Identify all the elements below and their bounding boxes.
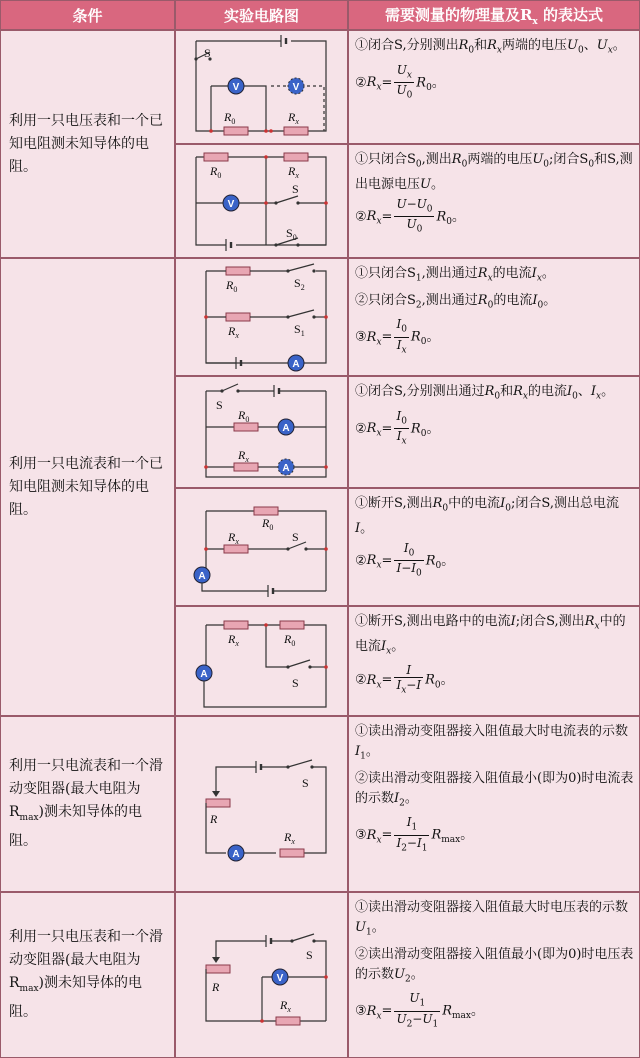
- switch-contact: [312, 269, 315, 272]
- formula-line: ①读出滑动变阻器接入阻值最大时电流表的示数$I_1$。: [355, 724, 629, 762]
- circuit-label: $R_x$: [284, 830, 295, 846]
- junction: [260, 1019, 264, 1023]
- circuit-label: $R_x$: [228, 324, 239, 340]
- circuit-label: $R_0$: [262, 516, 274, 532]
- circuit-label: R: [212, 980, 220, 994]
- resistor: [206, 965, 230, 973]
- circuit-label: $R_0$: [226, 278, 238, 294]
- resistor: [276, 1017, 300, 1025]
- circuit-label: S: [292, 530, 299, 544]
- wire: [202, 583, 268, 591]
- junction: [204, 547, 208, 551]
- formula-line: $②R_x=$ $\frac{I}{I_x-I}$ $R_0$。: [355, 663, 454, 696]
- ammeter-label: A: [282, 463, 290, 474]
- formula-6: [348, 606, 640, 716]
- resistor: [280, 849, 304, 857]
- circuit-label: R: [210, 812, 218, 826]
- voltmeter-label: V: [292, 82, 300, 93]
- formula-line: $②R_x=$ $\frac{I_0}{I_x}$ $R_0$。: [355, 408, 440, 447]
- circuit-label: $R_x$: [288, 164, 299, 180]
- condition-2: 利用一只电流表和一个已知电阻测未知导体的电阻。: [0, 258, 175, 716]
- circuit-label: S: [292, 676, 299, 690]
- junction: [264, 155, 268, 159]
- switch-blade: [276, 196, 298, 203]
- resistor: [224, 621, 248, 629]
- resistor: [224, 127, 248, 135]
- formula-line: $②R_x=$ $\frac{U_x}{U_0}$ $R_0$。: [355, 62, 445, 101]
- formula-5: [348, 488, 640, 606]
- formula-line: ①闭合S,分别测出$R_0$和$R_x$两端的电压$U_0$、$U_x$。: [355, 38, 626, 56]
- circuit-label: $S_0$: [286, 226, 297, 242]
- resistor: [280, 621, 304, 629]
- switch-blade: [288, 760, 312, 767]
- formula-8: [348, 892, 640, 1058]
- resistor: [226, 267, 250, 275]
- formula-line: $③R_x=$ $\frac{U_1}{U_2-U_1}$ $R_{max}$。: [355, 991, 485, 1029]
- formula-line: ①只闭合$S_1$,测出通过$R_x$的电流$I_x$。: [355, 266, 555, 284]
- wire: [216, 767, 256, 775]
- voltmeter-label: V: [227, 199, 235, 210]
- formula-line: ①断开S,测出电路中的电流I;闭合S,测出$R_x$中的电流$I_x$。: [355, 614, 626, 657]
- formula-line: ①闭合S,分别测出通过$R_0$和$R_x$的电流$I_0$、$I_x$。: [355, 384, 615, 402]
- junction: [324, 315, 328, 319]
- formula-2: [348, 144, 640, 258]
- junction: [324, 975, 328, 979]
- formula-line: ②只闭合$S_2$,测出通过$R_0$的电流$I_0$。: [355, 292, 557, 311]
- resistor: [254, 507, 278, 515]
- ammeter-label: A: [200, 669, 208, 680]
- wire: [314, 941, 326, 1021]
- resistor: [284, 153, 308, 161]
- condition-4: 利用一只电压表和一个滑动变阻器(最大电阻为$R_{max}$)测未知导体的电阻。: [0, 892, 175, 1058]
- circuit-1: [175, 30, 348, 144]
- junction: [324, 201, 328, 205]
- circuit-label: $S_1$: [294, 322, 305, 338]
- junction: [269, 129, 273, 133]
- resistor: [284, 127, 308, 135]
- voltmeter-label: V: [232, 82, 240, 93]
- junction: [204, 315, 208, 319]
- ammeter-label: A: [198, 571, 206, 582]
- circuit-label: $R_0$: [238, 408, 250, 424]
- circuit-label: S: [306, 948, 313, 962]
- resistor: [204, 153, 228, 161]
- formula-line: $②R_x=$ $\frac{I_0}{I-I_0}$ $R_0$。: [355, 540, 455, 579]
- wire: [292, 767, 326, 853]
- ammeter-label: A: [232, 849, 240, 860]
- junction: [209, 129, 213, 133]
- resistor: [234, 423, 258, 431]
- ammeter-label: A: [282, 423, 290, 434]
- circuit-label: $R_0$: [210, 164, 222, 180]
- wire: [206, 803, 226, 853]
- slider-arrow: [212, 791, 220, 797]
- circuit-5: [175, 488, 348, 606]
- circuit-label: S: [216, 398, 223, 412]
- junction: [324, 665, 328, 669]
- circuit-label: S: [204, 46, 211, 60]
- junction: [324, 547, 328, 551]
- resistor: [226, 313, 250, 321]
- resistor: [224, 545, 248, 553]
- switch-blade: [288, 660, 310, 667]
- formula-7: [348, 716, 640, 892]
- switch-blade: [288, 310, 314, 317]
- resistor: [234, 463, 258, 471]
- formula-line: $②R_x=$ $\frac{U-U_0}{U_0}$ $R_0$。: [355, 196, 466, 235]
- junction: [324, 465, 328, 469]
- junction: [264, 201, 268, 205]
- formula-line: $③R_x=$ $\frac{I_0}{I_x}$ $R_0$。: [355, 317, 440, 355]
- wire: [204, 673, 326, 707]
- circuit-label: S: [292, 182, 299, 196]
- formula-1: [348, 30, 640, 144]
- circuit-2: [175, 144, 348, 258]
- wire: [206, 391, 326, 477]
- circuit-6: [175, 606, 348, 716]
- formula-line: ②读出滑动变阻器接入阻值最小(即为0)时电流表的示数$I_2$。: [355, 770, 634, 809]
- junction: [204, 465, 208, 469]
- formula-line: ①断开S,测出$R_0$中的电流$I_0$;闭合S,测出总电流I。: [355, 496, 619, 536]
- circuit-3: [175, 258, 348, 376]
- slider-arrow: [212, 957, 220, 963]
- resistor: [206, 799, 230, 807]
- condition-1: 利用一只电压表和一个已知电阻测未知导体的电阻。: [0, 30, 175, 258]
- circuit-label: $S_2$: [294, 276, 305, 292]
- formula-3: [348, 258, 640, 376]
- circuit-label: S: [302, 776, 309, 790]
- circuit-8: [175, 892, 348, 1058]
- header-condition: 条件: [0, 0, 175, 30]
- junction: [264, 623, 268, 627]
- formula-line: $③R_x=$ $\frac{I_1}{I_2-I_1}$ $R_{max}$。: [355, 815, 474, 853]
- wire: [216, 941, 266, 953]
- switch-blade: [288, 264, 314, 271]
- circuit-label: $R_0$: [284, 632, 296, 648]
- circuit-label: $R_0$: [224, 110, 236, 126]
- switch-blade: [292, 934, 314, 941]
- circuit-label: $R_x$: [238, 448, 249, 464]
- header-formula: 需要测量的物理量及$R_x$ 的表达式: [348, 0, 640, 30]
- circuit-7: [175, 716, 348, 892]
- circuit-label: $R_x$: [288, 110, 299, 126]
- junction: [264, 129, 268, 133]
- circuit-label: $R_x$: [228, 632, 239, 648]
- circuit-label: $R_x$: [280, 998, 291, 1014]
- switch-blade: [222, 384, 238, 391]
- formula-line: ①读出滑动变阻器接入阻值最大时电压表的示数$U_1$。: [355, 900, 629, 938]
- formula-line: ②读出滑动变阻器接入阻值最小(即为0)时电压表的示数$U_2$。: [355, 946, 634, 985]
- ammeter-label: A: [292, 359, 300, 370]
- circuit-4: [175, 376, 348, 488]
- header-circuit: 实验电路图: [175, 0, 348, 30]
- circuit-label: $R_x$: [228, 530, 239, 546]
- condition-3: 利用一只电流表和一个滑动变阻器(最大电阻为$R_{max}$)测未知导体的电阻。: [0, 716, 175, 892]
- voltmeter-label: V: [276, 973, 284, 984]
- formula-line: ①只闭合$S_0$,测出$R_0$两端的电压$U_0$;闭合$S_0$和S,测出电源电压U。: [355, 152, 633, 192]
- formula-4: [348, 376, 640, 488]
